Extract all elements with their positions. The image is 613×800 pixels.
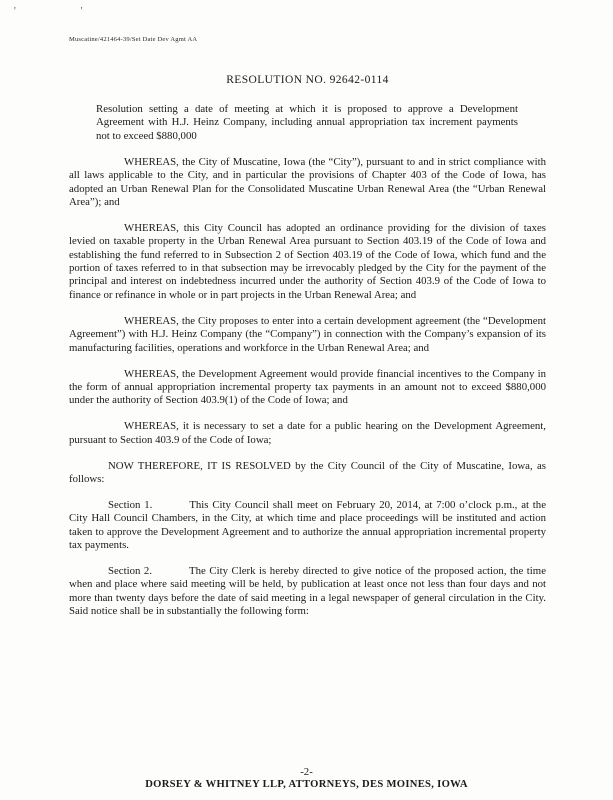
resolution-summary: Resolution setting a date of meeting at which it is proposed to approve a Development Agreement with H.J. Heinz Company, including annual appropriation tax increment payments not to exceed $880,000 xyxy=(96,103,518,142)
whereas-paragraph-4: WHEREAS, the Development Agreement would provide financial incentives to the Company in the form of annual appropriation incremental property tax payments in an amount not to exceed $880,000 under the authority of Section 403.9(1) of the Code of Iowa; and xyxy=(69,367,546,407)
section-2-label: Section 2. xyxy=(108,564,153,577)
page-number: -2- xyxy=(300,766,313,778)
whereas-paragraph-2: WHEREAS, this City Council has adopted an ordinance providing for the division of taxes levied on taxable property in the Urban Renewal Area pursuant to Section 403.19 of the Code of Iowa and establishing the fund referred to in Subsection 2 of Section 403.19 of the Code of Iowa, which fund and the portion of taxes referred to in that subsection may be irrevocably pledged by the City for the payment of the principal and interest on indebtedness incurred under the authority of Section 403.9 of the Code of Iowa to finance or refinance in whole or in part projects in the Urban Renewal Area; and xyxy=(69,221,546,301)
whereas-paragraph-3: WHEREAS, the City proposes to enter into a certain development agreement (the “Development Agreement”) with H.J. Heinz Company (the “Company”) in connection with the Company’s expansion of its manufacturing facilities, operations and workforce in the Urban Renewal Area; and xyxy=(69,314,546,354)
scan-artifact-marks: ' ' xyxy=(14,6,103,17)
resolution-title: RESOLUTION NO. 92642-0114 xyxy=(226,74,389,86)
now-therefore-paragraph: NOW THEREFORE, IT IS RESOLVED by the City Council of the City of Muscatine, Iowa, as follows: xyxy=(69,459,546,485)
section-1-label: Section 1. xyxy=(108,498,153,511)
whereas-paragraph-5: WHEREAS, it is necessary to set a date for a public hearing on the Development Agreement, pursuant to Section 403.9 of the Code of Iowa; xyxy=(69,420,546,446)
whereas-paragraph-1: WHEREAS, the City of Muscatine, Iowa (the “City”), pursuant to and in strict compliance with all laws applicable to the City, and in particular the provisions of Chapter 403 of the Code of Iowa, has adopted an Urban Renewal Plan for the Consolidated Muscatine Urban Renewal Area (the “Urban Renewal Area”); and xyxy=(69,155,546,208)
document-reference: Muscatine/421464-39/Set Date Dev Agmt AA xyxy=(69,36,198,43)
section-2-paragraph xyxy=(69,565,546,619)
section-1-text: This City Council shall meet on February 20, 2014, at 7:00 o’clock p.m., at the City Hall Council Chambers, in the City, at which time and place proceedings will be instituted and action taken to approve the Development Agreement and to authorize the annual appropriation incremental property tax payments. xyxy=(69,498,546,552)
section-1-paragraph xyxy=(69,499,546,553)
page-footer xyxy=(0,766,613,790)
section-2-text: The City Clerk is hereby directed to give notice of the proposed action, the time when and place where said meeting will be held, by publication at least once not less than four days and not more than twenty days before the date of said meeting in a legal newspaper of general circulation in the City. Said notice shall be in substantially the following form: xyxy=(69,564,546,618)
law-firm-line: DORSEY & WHITNEY LLP, ATTORNEYS, DES MOINES, IOWA xyxy=(145,779,468,790)
